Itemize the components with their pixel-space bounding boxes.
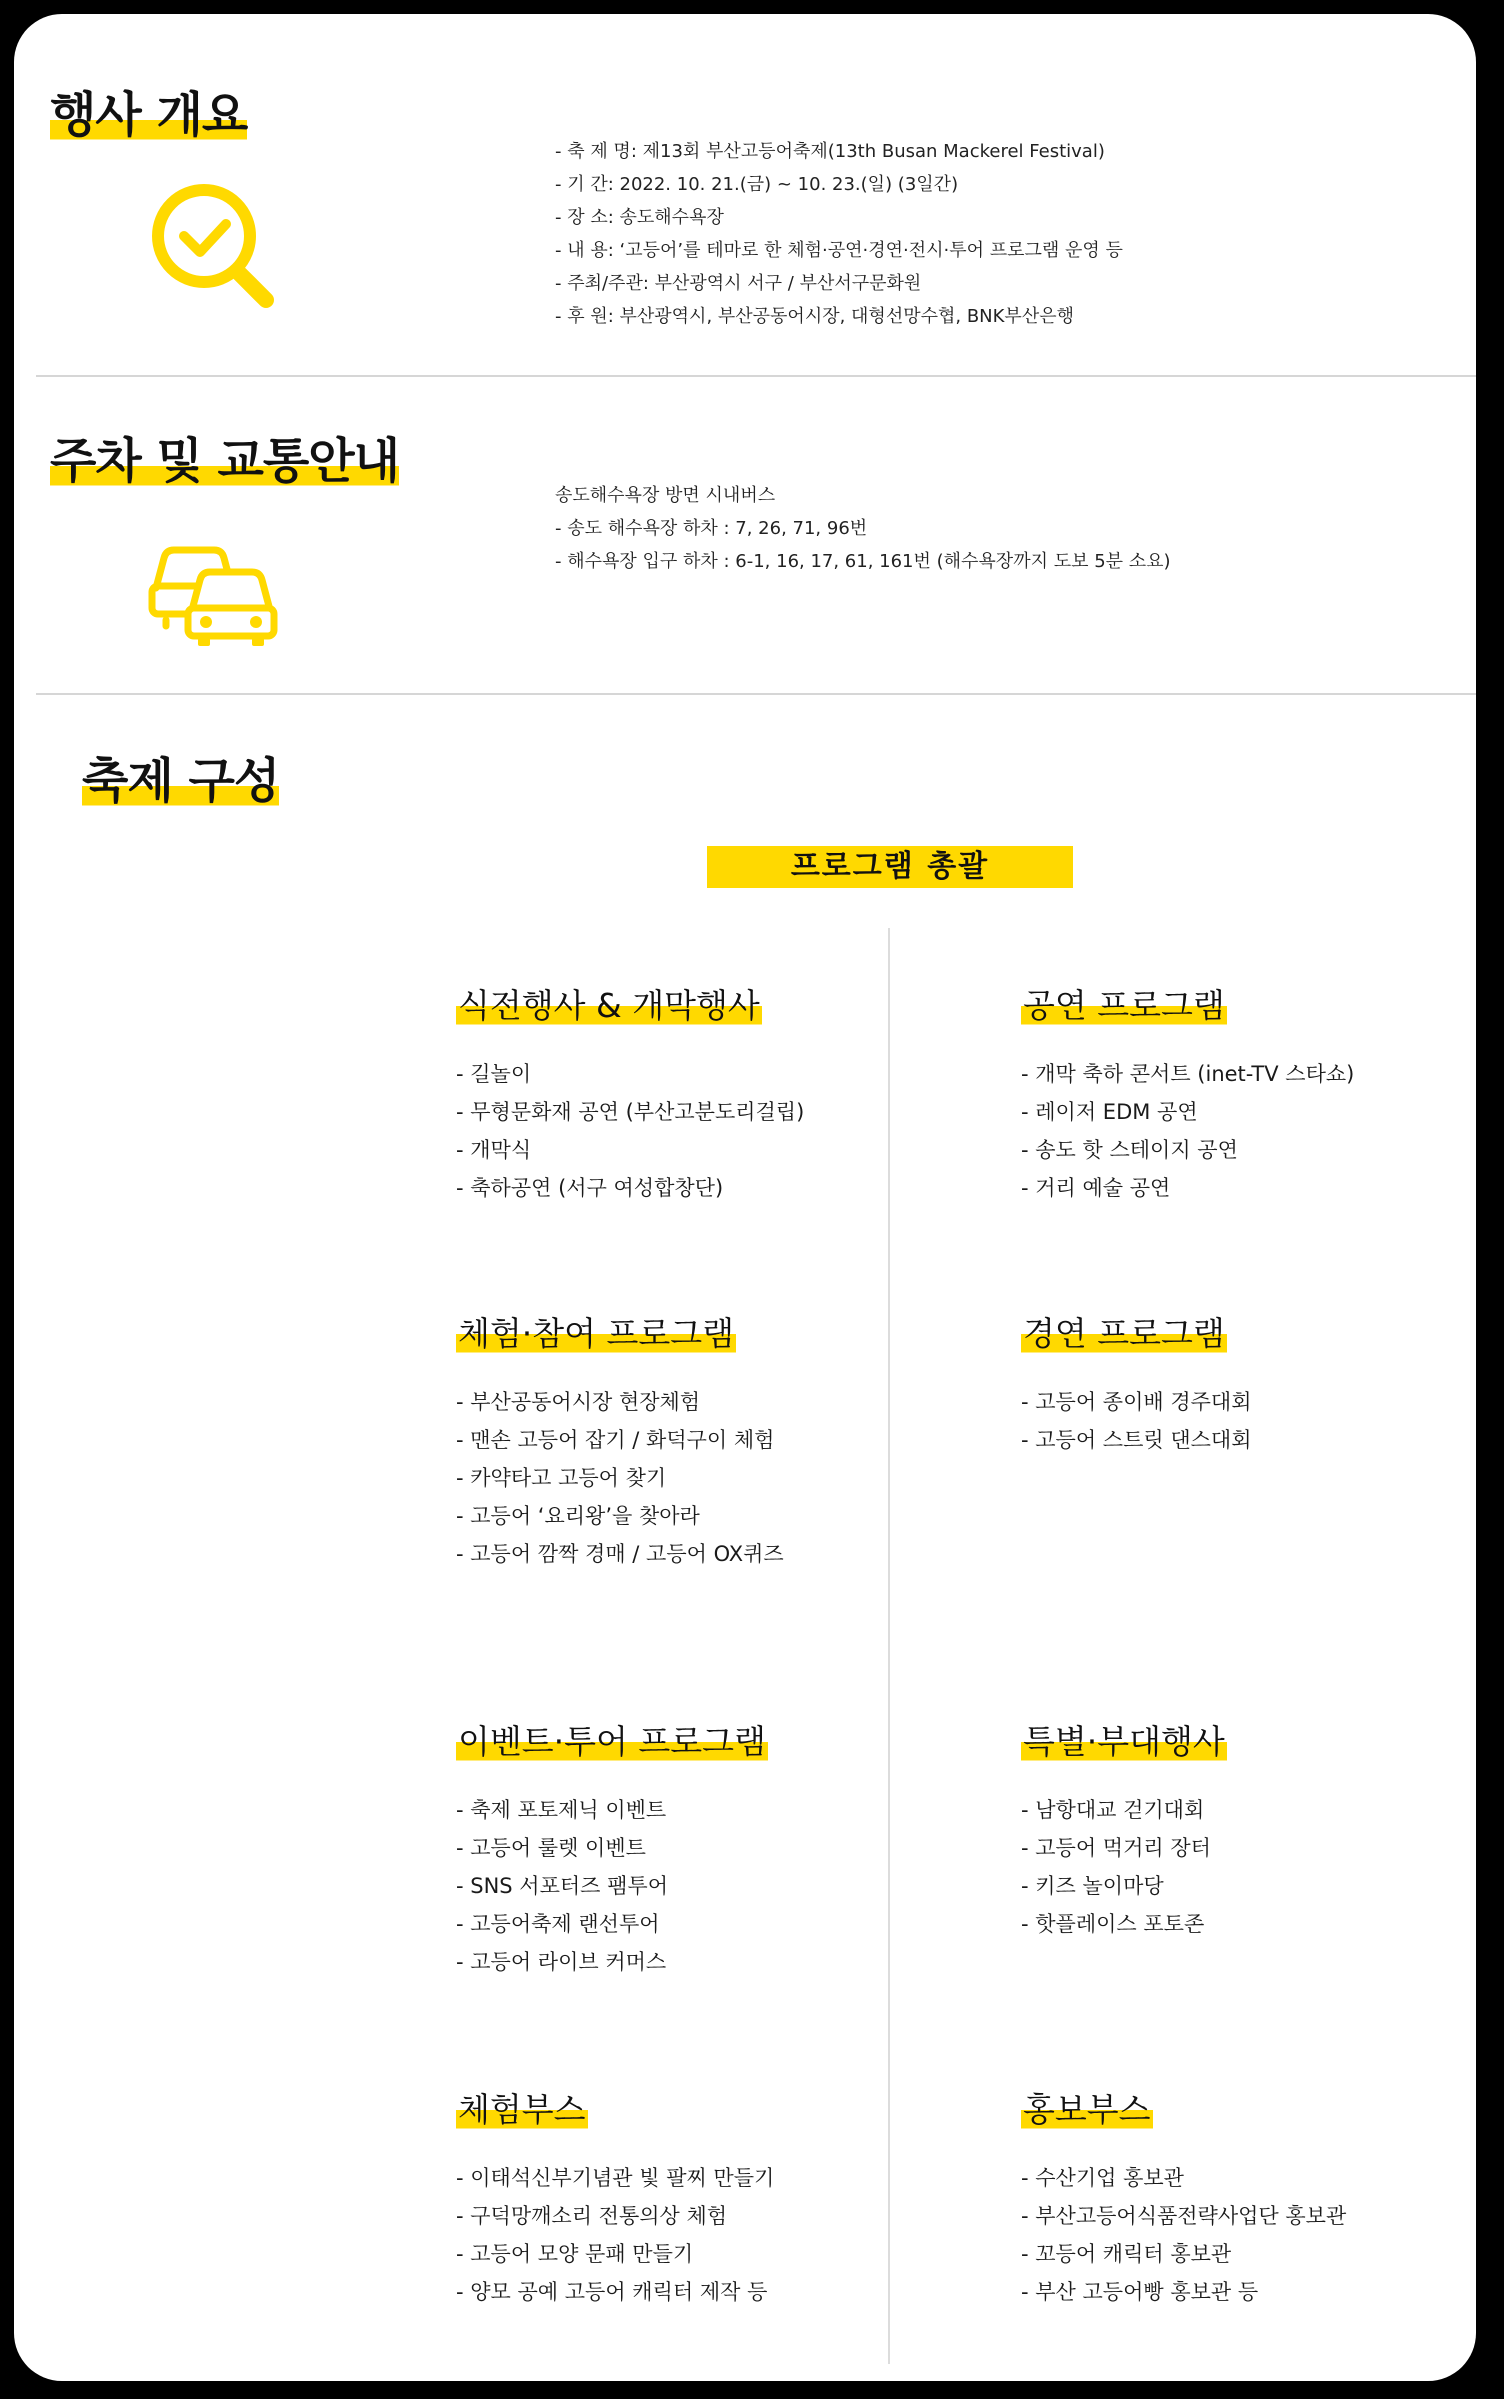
list-item: - 고등어 모양 문패 만들기	[456, 2235, 774, 2273]
program-section	[456, 1716, 768, 1981]
list-item: - SNS 서포터즈 팸투어	[456, 1867, 768, 1905]
column-divider	[888, 928, 890, 2364]
program-overview-banner: 프로그램 총괄	[707, 846, 1073, 888]
list-item: - 레이저 EDM 공연	[1021, 1093, 1354, 1131]
section-divider	[36, 693, 1476, 695]
section-title: 식전행사 & 개막행사	[456, 980, 762, 1027]
list-item: - 핫플레이스 포토존	[1021, 1905, 1227, 1943]
overview-line: - 내 용: ‘고등어’를 테마로 한 체험·공연·경연·전시·투어 프로그램 운영 등	[555, 240, 1123, 261]
list-item: - 개막 축하 콘서트 (inet-TV 스타쇼)	[1021, 1055, 1354, 1093]
list-item: - 고등어 ‘요리왕’을 찾아라	[456, 1497, 784, 1535]
section-title: 공연 프로그램	[1021, 980, 1227, 1027]
parking-heading: 주차 및 교통안내	[50, 422, 399, 491]
list-item: - 고등어축제 랜선투어	[456, 1905, 768, 1943]
list-item: - 남항대교 걷기대회	[1021, 1791, 1227, 1829]
list-item: - 수산기업 홍보관	[1021, 2159, 1346, 2197]
section-title: 체험부스	[456, 2084, 588, 2131]
list-item: - 무형문화재 공연 (부산고분도리걸립)	[456, 1093, 804, 1131]
list-item: - 개막식	[456, 1131, 804, 1169]
program-section	[456, 980, 804, 1207]
parking-line: - 송도 해수욕장 하차 : 7, 26, 71, 96번	[555, 518, 868, 539]
program-section	[1021, 980, 1354, 1207]
list-item: - 고등어 스트릿 댄스대회	[1021, 1421, 1251, 1459]
list-item: - 맨손 고등어 잡기 / 화덕구이 체험	[456, 1421, 784, 1459]
list-item: - 구덕망깨소리 전통의상 체험	[456, 2197, 774, 2235]
list-item: - 고등어 깜짝 경매 / 고등어 OX퀴즈	[456, 1535, 784, 1573]
list-item: - 부산공동어시장 현장체험	[456, 1383, 784, 1421]
magnifier-check-icon	[148, 178, 288, 322]
list-item: - 양모 공예 고등어 캐릭터 제작 등	[456, 2273, 774, 2311]
list-item: - 고등어 종이배 경주대회	[1021, 1383, 1251, 1421]
program-section	[1021, 1716, 1227, 1943]
list-item: - 송도 핫 스테이지 공연	[1021, 1131, 1354, 1169]
section-title: 특별·부대행사	[1021, 1716, 1227, 1763]
program-section	[456, 1308, 784, 1573]
program-section	[456, 2084, 774, 2311]
overview-line: - 주최/주관: 부산광역시 서구 / 부산서구문화원	[555, 273, 922, 294]
parking-line: - 해수욕장 입구 하차 : 6-1, 16, 17, 61, 161번 (해수욕장까지 도보 5분 소요)	[555, 551, 1171, 572]
overview-info	[555, 135, 1123, 333]
section-title: 경연 프로그램	[1021, 1308, 1227, 1355]
overview-heading: 행사 개요	[50, 76, 247, 145]
cars-icon	[146, 528, 286, 652]
list-item: - 꼬등어 캐릭터 홍보관	[1021, 2235, 1346, 2273]
program-section	[1021, 2084, 1346, 2311]
list-item: - 카약타고 고등어 찾기	[456, 1459, 784, 1497]
section-divider	[36, 375, 1476, 377]
section-title: 이벤트·투어 프로그램	[456, 1716, 768, 1763]
overview-line: - 기 간: 2022. 10. 21.(금) ~ 10. 23.(일) (3일간)	[555, 174, 959, 195]
list-item: - 축하공연 (서구 여성합창단)	[456, 1169, 804, 1207]
poster-card	[14, 14, 1476, 2381]
overview-line: - 장 소: 송도해수욕장	[555, 207, 724, 228]
list-item: - 이태석신부기념관 빛 팔찌 만들기	[456, 2159, 774, 2197]
overview-line: - 축 제 명: 제13회 부산고등어축제(13th Busan Mackerel Festival)	[555, 141, 1105, 162]
list-item: - 고등어 룰렛 이벤트	[456, 1829, 768, 1867]
parking-line: 송도해수욕장 방면 시내버스	[555, 485, 776, 506]
list-item: - 고등어 라이브 커머스	[456, 1943, 768, 1981]
section-title: 홍보부스	[1021, 2084, 1153, 2131]
program-section	[1021, 1308, 1251, 1459]
list-item: - 거리 예술 공연	[1021, 1169, 1354, 1207]
list-item: - 부산 고등어빵 홍보관 등	[1021, 2273, 1346, 2311]
list-item: - 축제 포토제닉 이벤트	[456, 1791, 768, 1829]
list-item: - 키즈 놀이마당	[1021, 1867, 1227, 1905]
festival-heading: 축제 구성	[82, 742, 279, 811]
section-title: 체험·참여 프로그램	[456, 1308, 736, 1355]
list-item: - 고등어 먹거리 장터	[1021, 1829, 1227, 1867]
overview-line: - 후 원: 부산광역시, 부산공동어시장, 대형선망수협, BNK부산은행	[555, 306, 1074, 327]
list-item: - 부산고등어식품전략사업단 홍보관	[1021, 2197, 1346, 2235]
parking-info	[555, 479, 1171, 578]
list-item: - 길놀이	[456, 1055, 804, 1093]
